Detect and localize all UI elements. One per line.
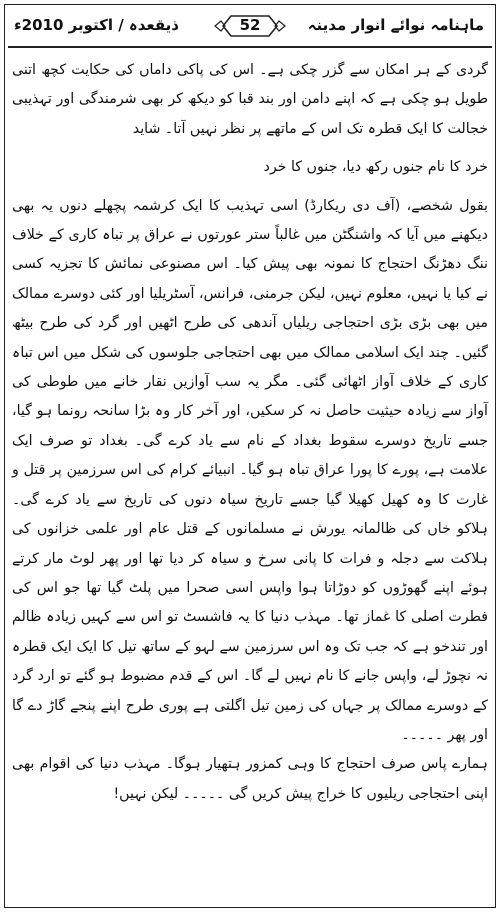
verse-line: خرد کا نام جنوں رکھ دیا، جنوں کا خرد — [263, 159, 488, 176]
journal-title: ماہنامہ نوائے انوار مدینہ — [307, 16, 484, 34]
paragraph: ہمارے پاس صرف احتجاج کا وہی کمزور ہتھیار ہوگا۔ مہذب دنیا کی اقوام بھی اپنی احتجاجی ریلیوں کا خراج پیش کریں گی ۔۔۔۔۔ لیکن نہیں! — [12, 756, 488, 802]
header-rule — [8, 46, 492, 48]
article-body — [12, 56, 488, 904]
page-header — [10, 10, 490, 44]
paragraph: بقول شخصے، (آف دی ریکارڈ) اسی تہذیب کا ایک کرشمہ پچھلے دنوں یہ بھی دیکھنے میں آیا کہ واشنگٹن میں غالباً ستر عورتوں نے عراق پر تباہ کاری کے خلاف ننگ دھڑنگ احتجاج کا نمونہ بھی پیش کیا۔ اس مصنوعی نمائش کا تجزیہ کسی نے کیا یا نہیں، معلوم نہیں، لیکن جرمنی، فرانس، آسٹریلیا اور کئی دوسرے ممالک میں بھی بڑی بڑی احتجاجی ریلیاں آندھی کی طرح اٹھیں اور گرد کی طرح بیٹھ گئیں۔ چند ایک اسلامی ممالک میں بھی احتجاجی جلوسوں کی شکل میں اس تباہ کاری کے خلاف آواز اٹھائی گئی۔ مگر یہ سب آوازیں نقار خانے میں طوطی کی آواز سے زیادہ حیثیت حاصل نہ کر سکیں، اور آخر کار وہ بڑا سانحہ رونما ہو گیا، جسے تاریخ دوسرے سقوط بغداد کے نام سے یاد کرے گی۔ بغداد تو صرف ایک علامت ہے، پورے کا پورا عراق تباہ ہو گیا۔ انبیائے کرام کی اس سرزمین پر قتل و غارت کا وہ کھیل کھیلا گیا جسے تاریخ سیاہ دنوں کی تاریخ سے یاد کرے گی۔ ہلاکو خاں کی ظالمانہ یورش نے مسلمانوں کے قتل عام اور علمی خزانوں کی ہلاکت سے دجلہ و فرات کا پانی سرخ و سیاہ کر دیا تھا اور پھر لوٹ مار کرتے ہوئے اپنے گھوڑوں کو دوڑاتا ہوا واپس اسی صحرا میں پلٹ گیا تھا جو اس کی فطرت اصلی کا غماز تھا۔ مہذب دنیا کا یہ فاشسٹ تو اس سے کہیں زیادہ ظالم اور تندخو ہے کہ جب تک وہ اس سرزمین سے لہو کے ساتھ تیل کا ایک ایک قطرہ نہ نچوڑ لے، واپس جانے کا نام نہیں لے گا۔ اس کے قدم مضبوط ہو گئے تو ارد گرد کے دوسرے ممالک پر جہاں کی زمین تیل اگلتی ہے پوری طرح اپنے پنجے گاڑ دے گا اور پھر ۔۔۔۔۔ — [12, 197, 488, 743]
page-number: 52 — [239, 16, 261, 34]
issue-date: ذیقعدہ / اکتوبر 2010ء — [14, 16, 179, 34]
paragraph: گردی کے ہر امکان سے گزر چکی ہے۔ اس کی پاکی داماں کی حکایت کچھ اتنی طویل ہو چکی ہے کہ اپنے دامن اور بند قبا کو دیکھ کر بھی شرمندگی اور تہذیبی خجالت کا ایک قطرہ تک اس کے ماتھے پر نظر نہیں آتا۔ شاید — [12, 62, 488, 137]
page-number-badge — [213, 12, 287, 40]
